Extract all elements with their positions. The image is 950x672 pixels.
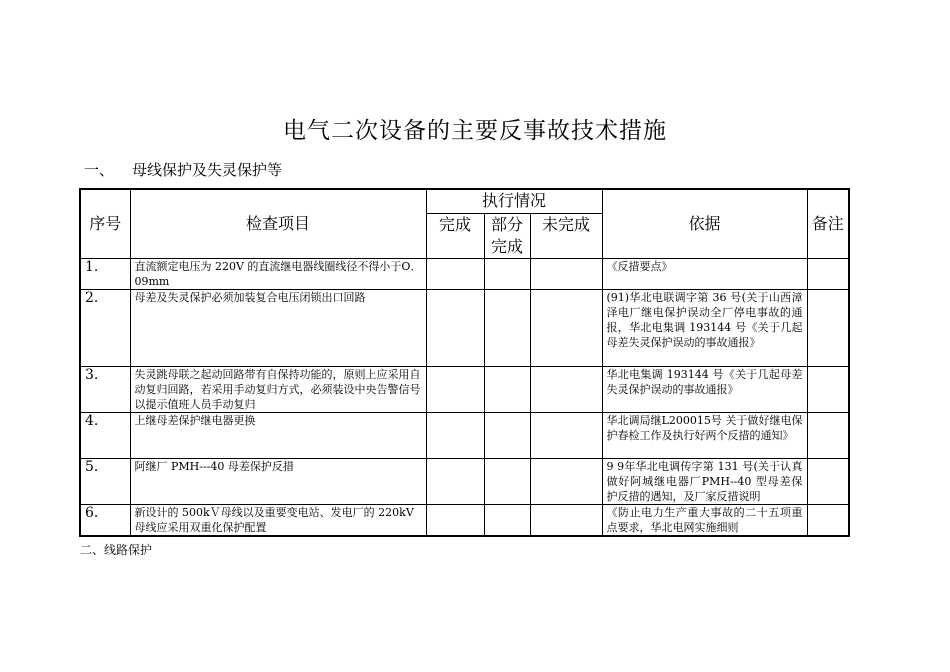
row-done-cell — [426, 258, 484, 289]
row-basis: (91)华北电联调字第 36 号(关于山西漳泽电厂继电保护误动全厂停电事故的通报，华北电集调 193144 号《关于几起母差失灵保护误动的事故通报》 — [602, 289, 807, 366]
row-done-cell — [426, 289, 484, 366]
row-not-done-cell — [530, 412, 602, 458]
row-note-cell — [807, 504, 849, 536]
row-basis: 华北调局继L200015号 关于做好继电保护春检工作及执行好两个反措的通知》 — [602, 412, 807, 458]
header-note: 备注 — [807, 189, 849, 258]
row-item: 新设计的 500kＶ母线以及重要变电站、发电厂的 220kV 母线应采用双重化保护配置 — [130, 504, 426, 536]
table-row — [80, 258, 849, 289]
row-note-cell — [807, 258, 849, 289]
header-not-done: 未完成 — [530, 213, 602, 258]
row-item: 失灵跳母联之起动回路带有自保持功能的，原则上应采用自动复归回路，若采用手动复归方式，必须装设中央告警信号以提示值班人员手动复归 — [130, 366, 426, 412]
row-partial-cell — [484, 458, 530, 504]
row-partial-cell — [484, 258, 530, 289]
header-partial: 部分完成 — [484, 213, 530, 258]
row-done-cell — [426, 412, 484, 458]
row-not-done-cell — [530, 289, 602, 366]
header-item: 检查项目 — [130, 189, 426, 258]
row-partial-cell — [484, 289, 530, 366]
row-basis: 9 9年华北电调传字第 131 号(关于认真做好阿城继电器厂PMH--40 型母差保护反措的遇知，及厂家反措说明 — [602, 458, 807, 504]
row-note-cell — [807, 458, 849, 504]
row-item: 直流额定电压为 220V 的直流继电器线圈线径不得小于O．09mm — [130, 258, 426, 289]
section-number: 一、 — [84, 161, 115, 179]
section-heading-1 — [84, 159, 282, 180]
table-row — [80, 412, 849, 458]
row-not-done-cell — [530, 366, 602, 412]
row-done-cell — [426, 458, 484, 504]
row-basis: 《反措要点》 — [602, 258, 807, 289]
row-number: 4. — [80, 412, 130, 458]
header-basis: 依据 — [602, 189, 807, 258]
row-not-done-cell — [530, 504, 602, 536]
table-row — [80, 504, 849, 536]
table-row — [80, 366, 849, 412]
row-item: 母差及失灵保护必须加装复合电压闭锁出口回路 — [130, 289, 426, 366]
header-done: 完成 — [426, 213, 484, 258]
row-number: 6. — [80, 504, 130, 536]
header-seq: 序号 — [80, 189, 130, 258]
row-not-done-cell — [530, 458, 602, 504]
row-number: 5. — [80, 458, 130, 504]
row-not-done-cell — [530, 258, 602, 289]
row-done-cell — [426, 366, 484, 412]
row-item: 阿继厂 PMH---40 母差保护反措 — [130, 458, 426, 504]
section-heading-2: 二、线路保护 — [80, 543, 153, 557]
row-note-cell — [807, 289, 849, 366]
row-partial-cell — [484, 366, 530, 412]
row-partial-cell — [484, 412, 530, 458]
row-number: 3. — [80, 366, 130, 412]
row-number: 2. — [80, 289, 130, 366]
header-status: 执行情况 — [426, 189, 602, 213]
row-basis: 华北电集调 193144 号《关于几起母差失灵保护误动的事故通报》 — [602, 366, 807, 412]
row-number: 1. — [80, 258, 130, 289]
row-note-cell — [807, 366, 849, 412]
row-done-cell — [426, 504, 484, 536]
page-title: 电气二次设备的主要反事故技术措施 — [283, 118, 667, 144]
row-item: 上继母差保护继电器更换 — [130, 412, 426, 458]
row-basis: 《防止电力生产重大事故的二十五项重点要求，华北电网实施细则 — [602, 504, 807, 536]
row-partial-cell — [484, 504, 530, 536]
section-label: 母线保护及失灵保护等 — [132, 161, 283, 179]
table-row — [80, 289, 849, 366]
measures-table — [79, 188, 850, 537]
row-note-cell — [807, 412, 849, 458]
table-row — [80, 458, 849, 504]
